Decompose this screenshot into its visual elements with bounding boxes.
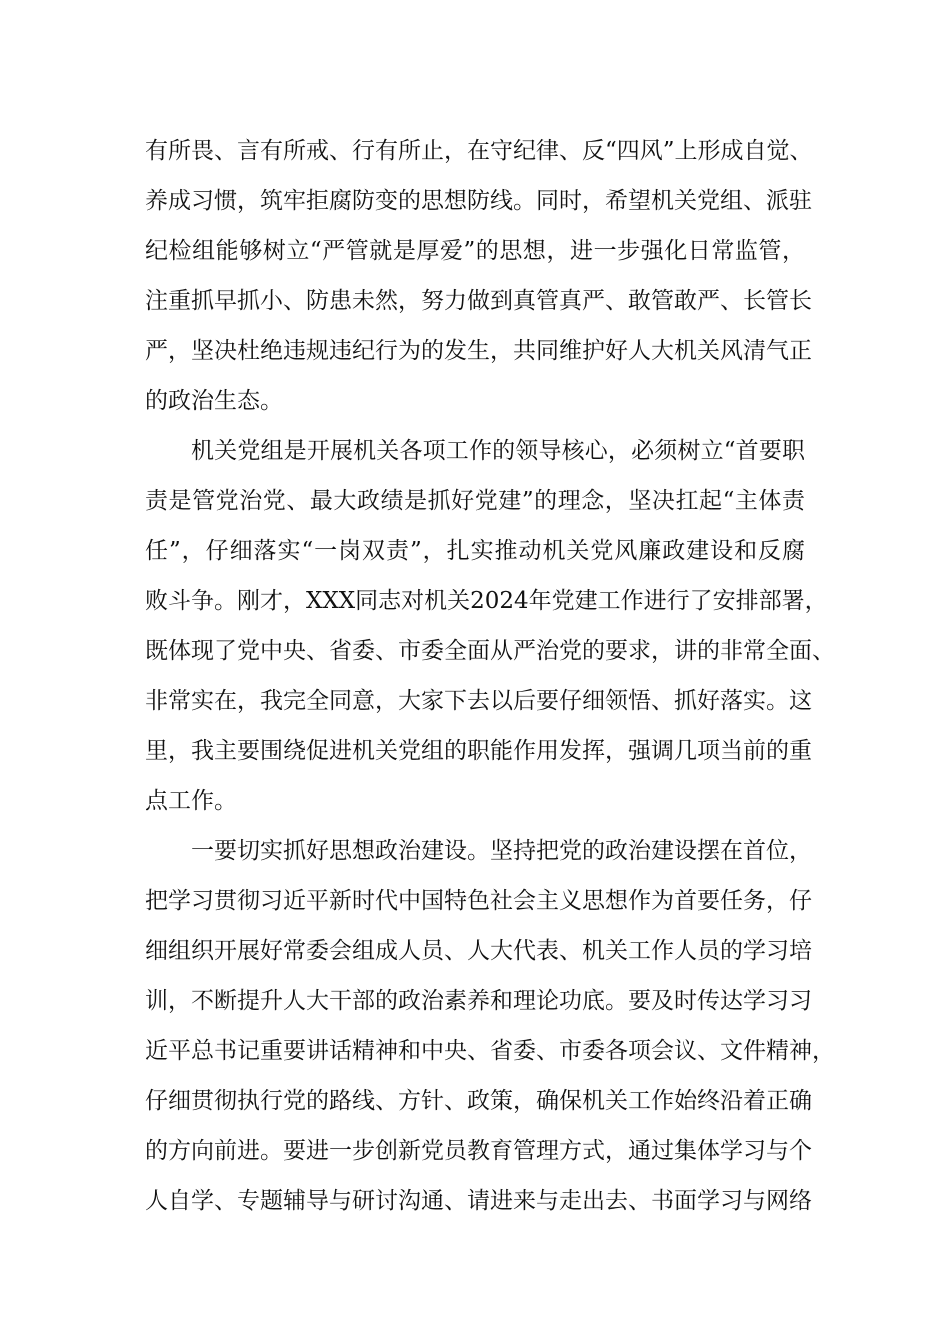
text-line: 近平总书记重要讲话精神和中央、省委、市委各项会议、文件精神， (145, 1038, 835, 1064)
document-page (145, 126, 835, 1226)
text-line: 责是管党治党、最大政绩是抓好党建”的理念，坚决扛起“主体责 (145, 488, 805, 514)
paragraph-2 (145, 426, 835, 826)
text-line: 细组织开展好常委会组成人员、人大代表、机关工作人员的学习培 (145, 938, 812, 964)
paragraph-3 (145, 826, 835, 1226)
text-line: 的政治生态。 (145, 388, 283, 414)
text-line: 把学习贯彻习近平新时代中国特色社会主义思想作为首要任务，仔 (145, 888, 812, 914)
paragraph-1 (145, 126, 813, 426)
text-line: 非常实在，我完全同意，大家下去以后要仔细领悟、抓好落实。这 (145, 688, 812, 714)
text-line: 机关党组是开展机关各项工作的领导核心，必须树立“首要职 (191, 438, 805, 464)
text-line: 既体现了党中央、省委、市委全面从严治党的要求，讲的非常全面、 (145, 638, 835, 664)
text-line: 一要切实抓好思想政治建设。坚持把党的政治建设摆在首位， (191, 838, 812, 864)
text-line: 养成习惯，筑牢拒腐防变的思想防线。同时，希望机关党组、派驻 (145, 188, 812, 214)
text-line: 纪检组能够树立“严管就是厚爱”的思想，进一步强化日常监管， (145, 238, 805, 264)
text-line: 任”，仔细落实“一岗双责”，扎实推动机关党风廉政建设和反腐 (145, 538, 805, 564)
text-line: 严，坚决杜绝违规违纪行为的发生，共同维护好人大机关风清气正 (145, 338, 812, 364)
text-line: 败斗争。刚才，XXX同志对机关2024年党建工作进行了安排部署， (145, 588, 828, 614)
text-line: 的方向前进。要进一步创新党员教育管理方式，通过集体学习与个 (145, 1138, 812, 1164)
text-line: 有所畏、言有所戒、行有所止，在守纪律、反“四风”上形成自觉、 (145, 138, 813, 164)
text-line: 仔细贯彻执行党的路线、方针、政策，确保机关工作始终沿着正确 (145, 1088, 812, 1114)
text-line: 点工作。 (145, 788, 237, 814)
text-line: 里，我主要围绕促进机关党组的职能作用发挥，强调几项当前的重 (145, 738, 812, 764)
text-line: 注重抓早抓小、防患未然，努力做到真管真严、敢管敢严、长管长 (145, 288, 812, 314)
text-line: 人自学、专题辅导与研讨沟通、请进来与走出去、书面学习与网络 (145, 1188, 812, 1214)
text-line: 训，不断提升人大干部的政治素养和理论功底。要及时传达学习习 (145, 988, 812, 1014)
